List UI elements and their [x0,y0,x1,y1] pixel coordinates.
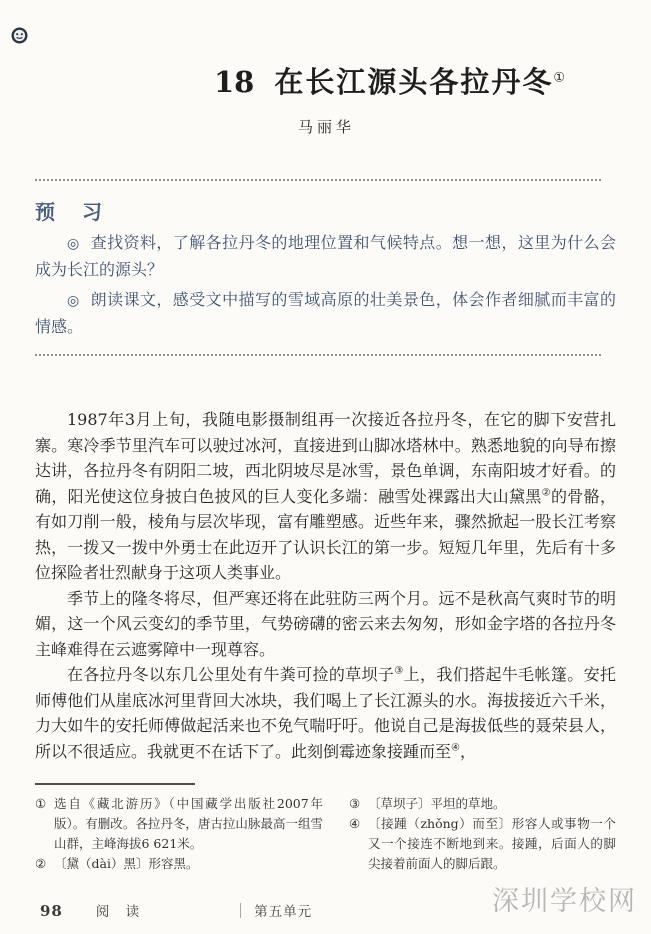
footnote-3-marker: ③ [349,796,361,812]
lesson-title-text: 在长江源头各拉丹冬 [274,65,554,99]
page-content [35,0,616,874]
footnote-2 [35,854,323,874]
smiley-face-icon [11,27,28,44]
page-footer [40,900,312,920]
footnote-2-text: 〔黛（dài）黑〕形容黑。 [54,856,199,872]
paragraph-3-text-cont: 上，我们搭起牛毛帐篷。安托师傅他们从崖底冰河里背回大冰块，我们喝上了长江源头的水。海拔接近六千米，力大如牛的安托师傅做起活来也不免气喘吁吁。他说自己是海拔低些的聂荣县人，所以不很适应。我就更不在话下了。此刻倒霉迹象接踵而至 [35,665,616,761]
page-number: 98 [40,902,63,920]
footnote-ref-2: ② [541,487,551,499]
footnote-2-marker: ② [35,856,47,872]
footnotes [35,794,616,874]
footnotes-left-column [35,794,323,874]
title-footnote-marker: ① [553,70,566,86]
paragraph-1-text: 1987年3月上旬，我随电影摄制组再一次接近各拉丹冬，在它的脚下安营扎寨。寒冷季节里汽车可以驶过冰河，直接进到山脚冰塔林中。熟悉地貌的向导布擦达讲，各拉丹冬有阴阳二坡，西北阴坡尽是冰雪，景色单调，东南阳坡才好看。的确，阳光使这位身披白色披风的巨人变化多端：融雪处裸露出大山黛黑 [35,410,616,506]
footer-divider [240,903,241,918]
footnote-ref-4: ④ [451,742,460,754]
preview-item-2-text: 朗读课文，感受文中描写的雪域高原的壮美景色，体会作者细腻而丰富的情感。 [35,290,616,337]
preview-item-1 [35,230,616,282]
footnote-ref-3: ③ [394,666,404,678]
dotted-rule-bottom [35,354,601,356]
preview-item-1-text: 查找资料，了解各拉丹冬的地理位置和气候特点。想一想，这里为什么会成为长江的源头？ [35,233,616,280]
lesson-title [35,0,616,99]
watermark: 深圳学校网 [492,886,637,917]
paragraph-1 [35,407,616,586]
footnotes-right-column [349,794,616,874]
footnote-1 [35,794,323,854]
preview-item-2 [35,287,616,339]
paragraph-3 [35,662,616,764]
dotted-rule-top [35,179,601,181]
footnote-4-marker: ④ [349,816,361,832]
footer-section-label: 阅 读 [95,904,146,920]
footnote-1-marker: ① [35,796,47,812]
bullet-icon: ◎ [67,293,80,310]
paragraph-3-text: 在各拉丹冬以东几公里处有牛粪可捡的草坝子 [67,665,395,685]
course-text [35,407,616,764]
footnote-4 [349,814,616,874]
footnote-3-text: 〔草坝子〕平坦的草地。 [368,796,506,812]
footer-unit-label: 第五单元 [254,904,313,920]
author-name: 马丽华 [298,118,356,137]
paragraph-3-text-end: ， [459,741,476,761]
footnote-4-text: 〔接踵（zhǒng）而至〕形容人或事物一个又一个接连不断地到来。接踵，后面人的脚尖接着前面人的脚后跟。 [368,816,616,872]
paragraph-2: 季节上的隆冬将尽，但严寒还将在此驻防三两个月。远不是秋高气爽时节的明媚，这一个风云变幻的季节里，气势磅礴的密云来去匆匆，形如金字塔的各拉丹冬主峰难得在云遮雾障中一现尊容。 [35,588,616,659]
preview-heading: 预 习 [35,200,112,225]
footnote-1-text: 选自《藏北游历》（中国藏学出版社2007年版）。有删改。各拉丹冬，唐古拉山脉最高一组雪山群，主峰海拔6 621米。 [54,796,323,852]
bullet-icon: ◎ [67,236,80,253]
footnote-3 [349,794,616,814]
lesson-number: 18 [213,65,255,99]
footnote-divider [35,783,195,785]
paragraph-1-text-cont: 的骨骼，有如刀削一般，棱角与层次毕现，富有雕塑感。近些年来，骤然掀起一股长江考察热，一拨又一拨中外勇士在此迈开了认识长江的第一步。短短几年里，先后有十多位探险者壮烈献身于这项人类事业。 [35,486,616,583]
